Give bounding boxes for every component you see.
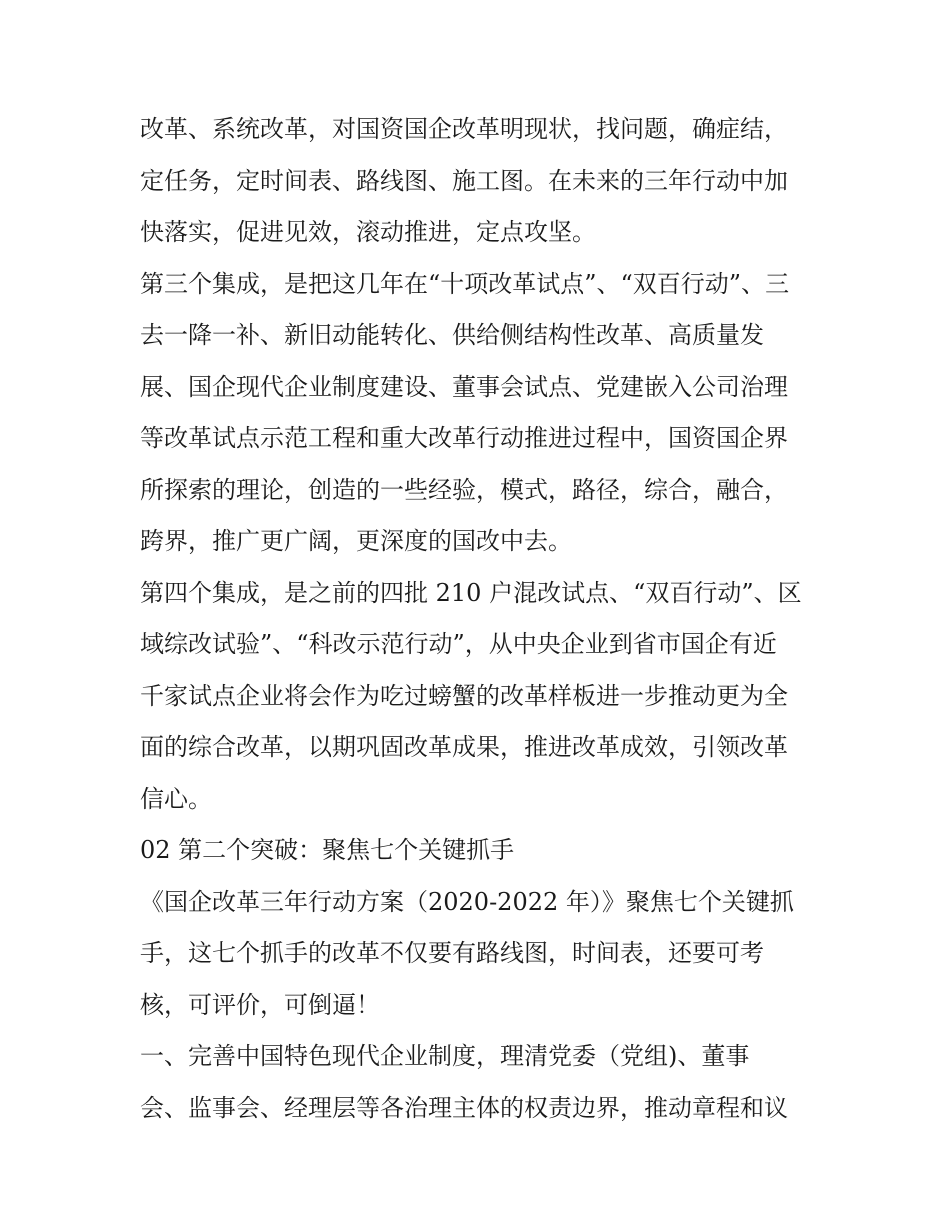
text-line: 跨界，推广更广阔，更深度的国改中去。 bbox=[140, 527, 572, 555]
section-heading: 02 第二个突破：聚焦七个关键抓手 bbox=[140, 836, 515, 864]
text-line: 定任务，定时间表、路线图、施工图。在未来的三年行动中加 bbox=[140, 166, 788, 195]
text-line: 《国企改革三年行动方案（2020-2022 年）》聚焦七个关键抓 bbox=[140, 887, 794, 916]
text-line: 等改革试点示范工程和重大改革行动推进过程中，国资国企界 bbox=[140, 424, 788, 452]
text-line: 域综改试验”、“科改示范行动”，从中央企业到省市国企有近 bbox=[140, 630, 777, 658]
text-line: 核，可评价，可倒逼！ bbox=[140, 990, 380, 1019]
text-line: 展、国企现代企业制度建设、董事会试点、党建嵌入公司治理 bbox=[140, 372, 788, 401]
text-line: 面的综合改革，以期巩固改革成果，推进改革成效，引领改革 bbox=[140, 733, 788, 761]
text-line: 去一降一补、新旧动能转化、供给侧结构性改革、高质量发 bbox=[140, 321, 764, 349]
text-line: 一、完善中国特色现代企业制度，理清党委（党组)、董事 bbox=[140, 1042, 750, 1070]
text-line: 信心。 bbox=[140, 784, 212, 813]
text-line: 所探索的理论，创造的一些经验，模式，路径，综合，融合， bbox=[140, 475, 788, 504]
text-line: 手，这七个抓手的改革不仅要有路线图，时间表，还要可考 bbox=[140, 939, 764, 967]
text-line: 第四个集成，是之前的四批 210 户混改试点、“双百行动”、区 bbox=[140, 578, 802, 607]
text-line: 千家试点企业将会作为吃过螃蟹的改革样板进一步推动更为全 bbox=[140, 681, 788, 710]
text-line: 会、监事会、经理层等各治理主体的权责边界，推动章程和议 bbox=[140, 1093, 788, 1122]
text-line: 改革、系统改革，对国资国企改革明现状，找问题，确症结， bbox=[140, 115, 788, 143]
text-line: 第三个集成，是把这几年在“十项改革试点”、“双百行动”、三 bbox=[140, 269, 790, 298]
text-line: 快落实，促进见效，滚动推进，定点攻坚。 bbox=[140, 218, 596, 246]
body-text bbox=[140, 104, 820, 1134]
